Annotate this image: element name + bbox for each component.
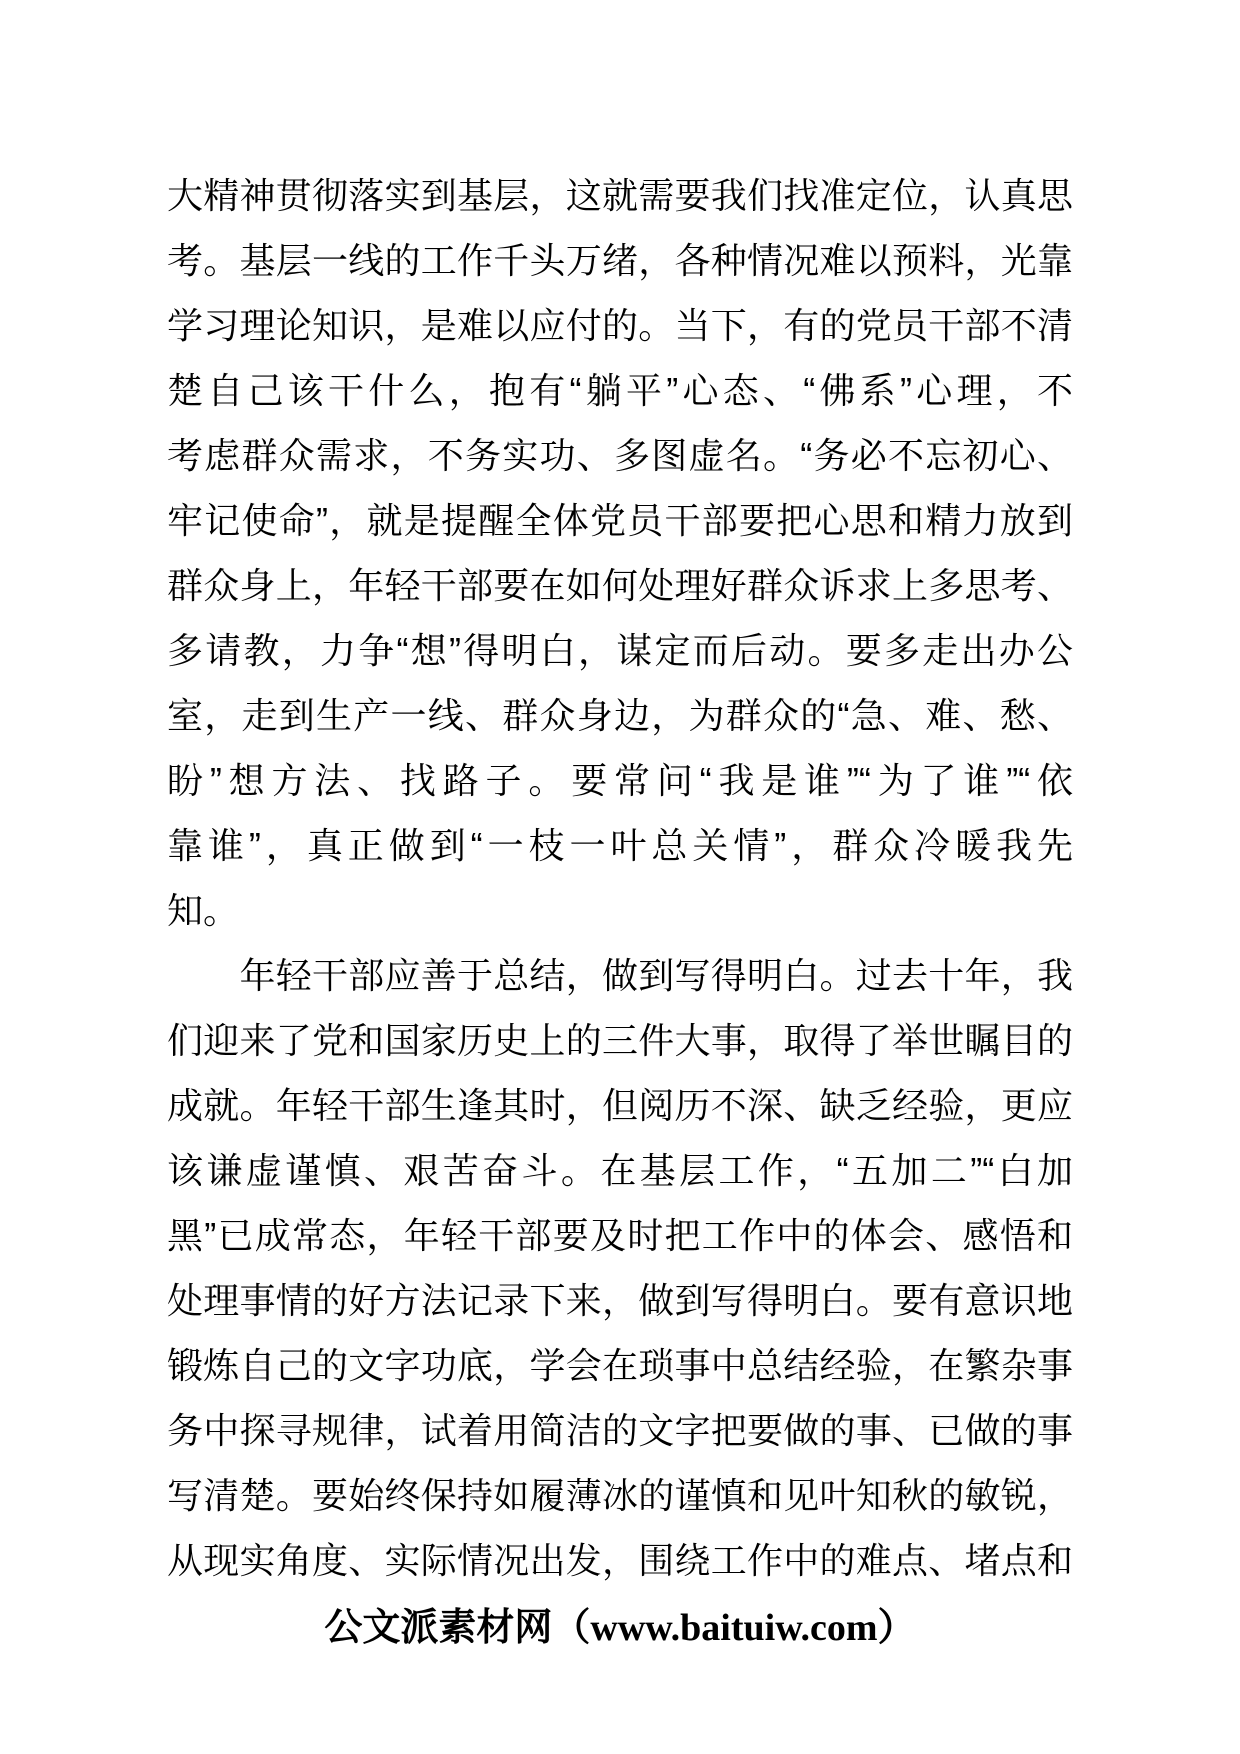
- text-line: 年轻干部应善于总结，做到写得明白。过去十年，我: [167, 955, 1073, 996]
- text-line: 该谦虚谨慎、艰苦奋斗。在基层工作，“五加二”“白加: [167, 1150, 1073, 1191]
- document-body: [167, 163, 1073, 1593]
- text-line: 大精神贯彻落实到基层，这就需要我们找准定位，认真思: [167, 175, 1073, 216]
- text-line: 黑”已成常态，年轻干部要及时把工作中的体会、感悟和: [167, 1215, 1073, 1256]
- text-line: 处理事情的好方法记录下来，做到写得明白。要有意识地: [167, 1280, 1073, 1321]
- text-line: 务中探寻规律，试着用简洁的文字把要做的事、已做的事: [167, 1410, 1073, 1451]
- text-line: 写清楚。要始终保持如履薄冰的谨慎和见叶知秋的敏锐，: [167, 1475, 1073, 1516]
- text-line: 室，走到生产一线、群众身边，为群众的“急、难、愁、: [167, 695, 1073, 736]
- text-line: 靠谁”，真正做到“一枝一叶总关情”，群众冷暖我先: [167, 825, 1073, 866]
- text-line: 知。: [167, 890, 240, 931]
- page-footer: [0, 1603, 1240, 1653]
- text-line: 考。基层一线的工作千头万绪，各种情况难以预料，光靠: [167, 240, 1073, 281]
- text-line: 成就。年轻干部生逢其时，但阅历不深、缺乏经验，更应: [167, 1085, 1073, 1126]
- text-line: 群众身上，年轻干部要在如何处理好群众诉求上多思考、: [167, 565, 1073, 606]
- text-line: 们迎来了党和国家历史上的三件大事，取得了举世瞩目的: [167, 1020, 1073, 1061]
- text-line: 从现实角度、实际情况出发，围绕工作中的难点、堵点和: [167, 1540, 1073, 1581]
- text-line: 考虑群众需求，不务实功、多图虚名。“务必不忘初心、: [167, 435, 1073, 476]
- text-line: 多请教，力争“想”得明白，谋定而后动。要多走出办公: [167, 630, 1073, 671]
- text-line: 学习理论知识，是难以应付的。当下，有的党员干部不清: [167, 305, 1073, 346]
- text-line: 牢记使命”，就是提醒全体党员干部要把心思和精力放到: [167, 500, 1073, 541]
- text-line: 盼”想方法、找路子。要常问“我是谁”“为了谁”“依: [167, 760, 1073, 801]
- footer-watermark-text: 公文派素材网（www.baituiw.com）: [324, 1607, 916, 1649]
- text-line: 楚自己该干什么，抱有“躺平”心态、“佛系”心理，不: [167, 370, 1073, 411]
- text-line: 锻炼自己的文字功底，学会在琐事中总结经验，在繁杂事: [167, 1345, 1073, 1386]
